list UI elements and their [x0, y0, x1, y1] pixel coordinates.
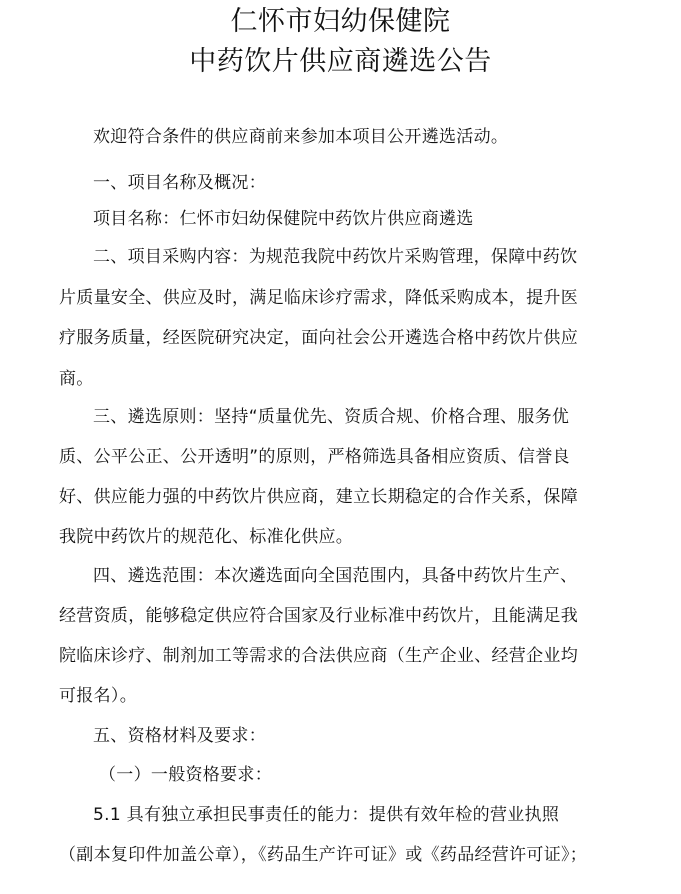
- paragraph-line-5-1-1: 5.1 具有独立承担民事责任的能力：提供有效年检的营业执照: [93, 805, 560, 825]
- paragraph-line-section3-4: 我院中药饮片的规范化、标准化供应。: [59, 527, 354, 547]
- paragraph-line-project-name: 项目名称：仁怀市妇幼保健院中药饮片供应商遴选: [93, 209, 474, 229]
- section-heading-5: 五、资格材料及要求：: [93, 726, 266, 746]
- document-title-line-2: 中药饮片供应商遴选公告: [189, 46, 492, 77]
- paragraph-line-section2-2: 片质量安全、供应及时，满足临床诊疗需求，降低采购成本，提升医: [59, 288, 578, 308]
- paragraph-line-intro: 欢迎符合条件的供应商前来参加本项目公开遴选活动。: [93, 127, 509, 147]
- paragraph-line-section2-4: 商。: [59, 369, 94, 389]
- paragraph-line-section2-1: 二、项目采购内容：为规范我院中药饮片采购管理，保障中药饮: [93, 247, 578, 267]
- paragraph-line-section3-2: 质、公平公正、公开透明”的原则，严格筛选具备相应资质、信誉良: [59, 447, 570, 467]
- subsection-heading-general: （一）一般资格要求：: [99, 765, 272, 785]
- paragraph-line-section2-3: 疗服务质量，经医院研究决定，面向社会公开遴选合格中药饮片供应: [59, 328, 578, 348]
- paragraph-line-section4-1: 四、遴选范围：本次遴选面向全国范围内，具备中药饮片生产、: [93, 566, 578, 586]
- paragraph-line-section4-4: 可报名）。: [59, 686, 137, 706]
- paragraph-line-section4-2: 经营资质，能够稳定供应符合国家及行业标准中药饮片，且能满足我: [59, 606, 578, 626]
- paragraph-line-section3-3: 好、供应能力强的中药饮片供应商，建立长期稳定的合作关系，保障: [59, 487, 578, 507]
- paragraph-line-section4-3: 院临床诊疗、制剂加工等需求的合法供应商（生产企业、经营企业均: [59, 646, 578, 666]
- paragraph-line-5-1-2: （副本复印件加盖公章），《药品生产许可证》或《药品经营许可证》；: [59, 845, 588, 865]
- document-title-line-1: 仁怀市妇幼保健院: [230, 6, 451, 37]
- section-heading-1: 一、项目名称及概况：: [93, 173, 266, 193]
- paragraph-line-section3-1: 三、遴选原则：坚持“质量优先、资质合规、价格合理、服务优: [93, 407, 570, 427]
